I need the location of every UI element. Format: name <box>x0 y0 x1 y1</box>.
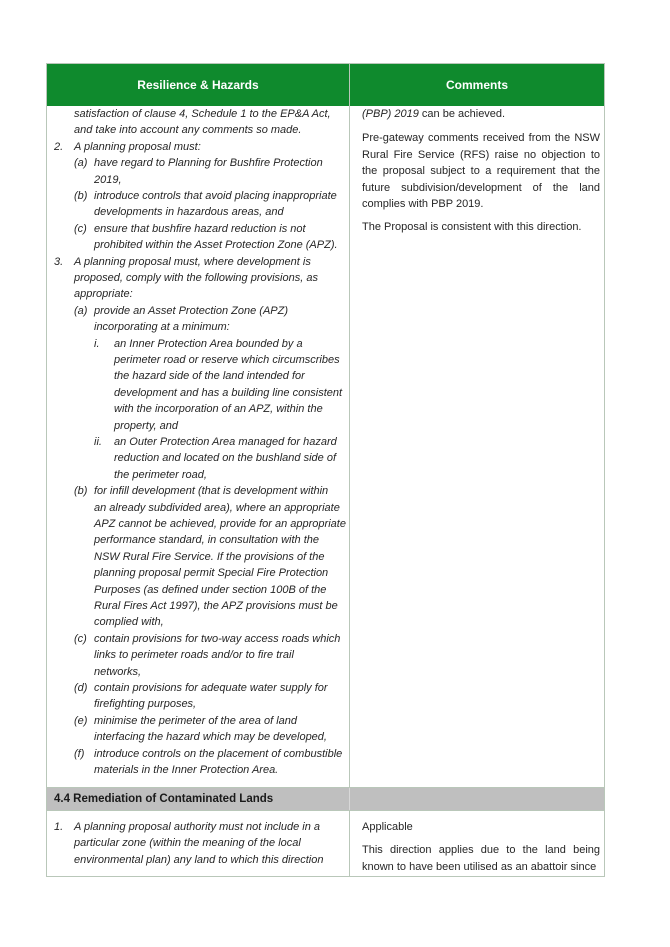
list-line: incorporating at a minimum: <box>94 321 230 334</box>
list-line: an Outer Protection Area managed for hazard <box>114 436 337 448</box>
list-marker: (b) <box>74 485 88 498</box>
list-line: prohibited within the Asset Protection Zone (APZ). <box>94 239 338 252</box>
list-marker: 2. <box>54 140 64 153</box>
list-line: and take into account any comments so made. <box>74 124 302 137</box>
list-line: NSW Rural Fire Service. If the provisions of the <box>94 550 325 563</box>
list-marker: (d) <box>74 682 88 694</box>
column-divider <box>349 64 350 876</box>
list-line: for infill development (that is development within <box>94 485 329 498</box>
list-line: contain provisions for adequate water supply for <box>94 682 328 694</box>
list-line: the hazard side of the land intended for <box>114 370 305 383</box>
list-line: links to perimeter roads and/or to fire trail <box>94 649 294 662</box>
list-line: perimeter road or reserve which circumscribes <box>114 354 340 366</box>
list-line: developments in hazardous areas, and <box>94 206 284 219</box>
list-line: reduction and located on the bushland side of <box>114 452 336 465</box>
list-line: have regard to Planning for Bushfire Protection <box>94 157 323 170</box>
list-line: development and has a building line consistent <box>114 386 343 399</box>
section2-comment-applicable: Applicable <box>362 821 413 833</box>
list-marker: 1. <box>54 821 64 833</box>
section-divider <box>349 788 350 810</box>
section-row-4-4 <box>47 787 604 811</box>
list-marker: (a) <box>74 157 88 170</box>
comment-paragraph-3: The Proposal is consistent with this direction. <box>362 221 582 233</box>
list-line: A planning proposal authority must not include in a <box>74 821 321 833</box>
list-marker: (e) <box>74 714 88 727</box>
list-line: appropriate: <box>74 288 133 301</box>
list-line: particular zone (within the meaning of the local <box>74 837 301 850</box>
list-line: environmental plan) any land to which this direction <box>74 853 324 866</box>
list-marker: (c) <box>74 222 87 235</box>
list-line: the perimeter road, <box>114 468 207 481</box>
list-line: networks, <box>94 665 142 678</box>
header-resilience-hazards: Resilience & Hazards <box>137 78 259 92</box>
list-line: A planning proposal must: <box>74 140 201 153</box>
list-marker: 3. <box>54 255 64 268</box>
list-line: interfacing the hazard which may be developed, <box>94 731 327 744</box>
list-line: materials in the Inner Protection Area. <box>94 764 279 776</box>
list-line: an Inner Protection Area bounded by a <box>114 337 303 350</box>
table-header <box>47 64 604 106</box>
list-line: with the incorporation of an APZ, within the <box>114 403 323 416</box>
section-title: 4.4 Remediation of Contaminated Lands <box>54 793 274 805</box>
list-line: property, and <box>114 419 179 432</box>
list-line: Purposes (as defined under section 100B of the <box>94 583 327 596</box>
list-line: complied with, <box>94 616 164 629</box>
list-line: introduce controls that avoid placing inappropriate <box>94 190 337 202</box>
list-line: contain provisions for two-way access roads which <box>94 632 341 645</box>
list-line: proposed, comply with the following provisions, as <box>74 272 318 284</box>
comparison-table <box>46 63 605 877</box>
list-marker: (f) <box>74 747 85 760</box>
list-marker: (a) <box>74 304 88 317</box>
list-line: an already subdivided area), where an appropriate <box>94 501 340 514</box>
list-line: satisfaction of clause 4, Schedule 1 to the EP&A Act, <box>74 108 331 120</box>
list-line: performance standard, in consultation with the <box>94 534 320 547</box>
list-line: planning proposal permit Special Fire Protection <box>94 567 329 580</box>
list-line: ensure that bushfire hazard reduction is not <box>94 222 306 235</box>
list-line: minimise the perimeter of the area of land <box>94 714 297 727</box>
comment-paragraph-2: Pre-gateway comments received from the NSW Rural Fire Service (RFS) raise no objection to the proposal subject to a requirement that the future subdivision/development of the land complies with PBP 2019. <box>362 132 600 210</box>
list-line: A planning proposal must, where development is <box>74 255 311 268</box>
list-marker: (b) <box>74 190 88 202</box>
list-line: introduce controls on the placement of combustible <box>94 747 343 760</box>
comment-paragraph-1: (PBP) 2019 can be achieved. <box>362 108 506 120</box>
list-marker: ii. <box>94 436 102 448</box>
list-line: APZ cannot be achieved, provide for an appropriate <box>94 518 346 530</box>
list-line: 2019, <box>94 173 122 186</box>
section2-comment-paragraph: This direction applies due to the land being known to have been utilised as an abattoir since <box>362 844 600 873</box>
list-marker: i. <box>94 337 100 350</box>
header-comments: Comments <box>445 78 508 92</box>
list-line: firefighting purposes, <box>94 698 197 711</box>
list-line: provide an Asset Protection Zone (APZ) <box>94 304 289 317</box>
list-line: Rural Fires Act 1997), the APZ provisions must be <box>94 600 338 612</box>
list-marker: (c) <box>74 632 87 645</box>
